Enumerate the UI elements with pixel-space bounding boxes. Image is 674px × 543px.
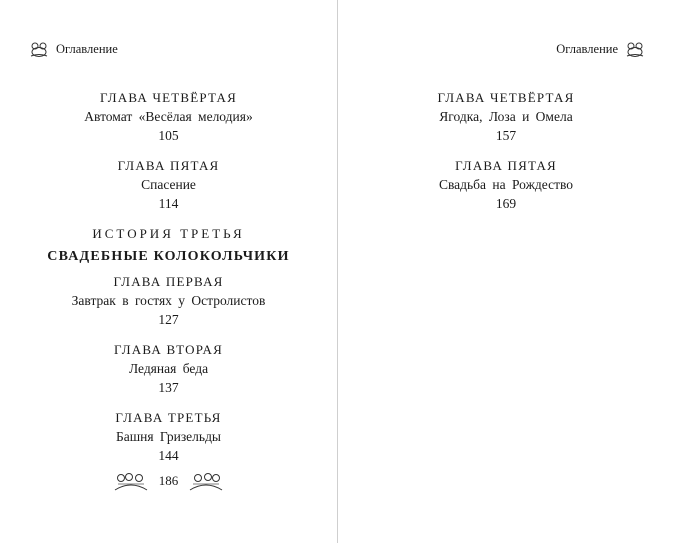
story-label: ИСТОРИЯ ТРЕТЬЯ xyxy=(92,226,245,241)
page-number: 127 xyxy=(158,312,179,327)
page-footer xyxy=(0,470,337,492)
mouse-ornament-icon xyxy=(624,40,646,58)
right-page xyxy=(338,0,674,543)
chapter-label: ГЛАВА ЧЕТВЁРТАЯ xyxy=(437,90,575,105)
toc-entry[interactable] xyxy=(0,340,337,398)
page-number: 137 xyxy=(158,380,179,395)
chapter-title: Завтрак в гостях у Остролистов xyxy=(71,293,266,308)
toc-entry[interactable] xyxy=(0,156,337,214)
toc-entry[interactable] xyxy=(338,156,674,214)
story-title: СВАДЕБНЫЕ КОЛОКОЛЬЧИКИ xyxy=(47,249,290,264)
running-header xyxy=(28,40,118,58)
toc-entry[interactable] xyxy=(0,408,337,466)
chapter-title: Свадьба на Рождество xyxy=(438,177,574,192)
toc-entry[interactable] xyxy=(0,88,337,146)
header-text: Оглавление xyxy=(56,41,118,56)
chapter-title: Ледяная беда xyxy=(128,361,209,376)
chapter-label: ГЛАВА ПЯТАЯ xyxy=(117,158,220,173)
story-heading xyxy=(0,224,337,268)
chapter-label: ГЛАВА ПЕРВАЯ xyxy=(113,274,224,289)
mouse-ornament-icon xyxy=(28,40,50,58)
toc-bottom xyxy=(0,272,337,466)
page-number: 144 xyxy=(158,448,179,463)
toc-entry[interactable] xyxy=(338,88,674,146)
toc-right xyxy=(338,88,674,214)
chapter-title: Автомат «Весёлая мелодия» xyxy=(84,109,253,124)
page-number: 169 xyxy=(495,196,517,211)
toc-entry[interactable] xyxy=(0,272,337,330)
mouse-ornament-icon xyxy=(188,470,224,492)
chapter-title: Спасение xyxy=(141,177,196,192)
mouse-ornament-icon xyxy=(113,470,149,492)
folio: 186 xyxy=(158,473,179,488)
chapter-label: ГЛАВА ВТОРАЯ xyxy=(114,342,223,357)
page-number: 114 xyxy=(158,196,179,211)
chapter-title: Башня Гризельды xyxy=(115,429,222,444)
chapter-label: ГЛАВА ПЯТАЯ xyxy=(455,158,557,173)
running-header xyxy=(556,40,646,58)
toc-top xyxy=(0,88,337,214)
page-number: 105 xyxy=(158,128,179,143)
chapter-title: Ягодка, Лоза и Омела xyxy=(439,109,573,124)
header-text: Оглавление xyxy=(556,41,618,56)
chapter-label: ГЛАВА ТРЕТЬЯ xyxy=(115,410,222,425)
page-number: 157 xyxy=(495,128,517,143)
chapter-label: ГЛАВА ЧЕТВЁРТАЯ xyxy=(100,90,237,105)
